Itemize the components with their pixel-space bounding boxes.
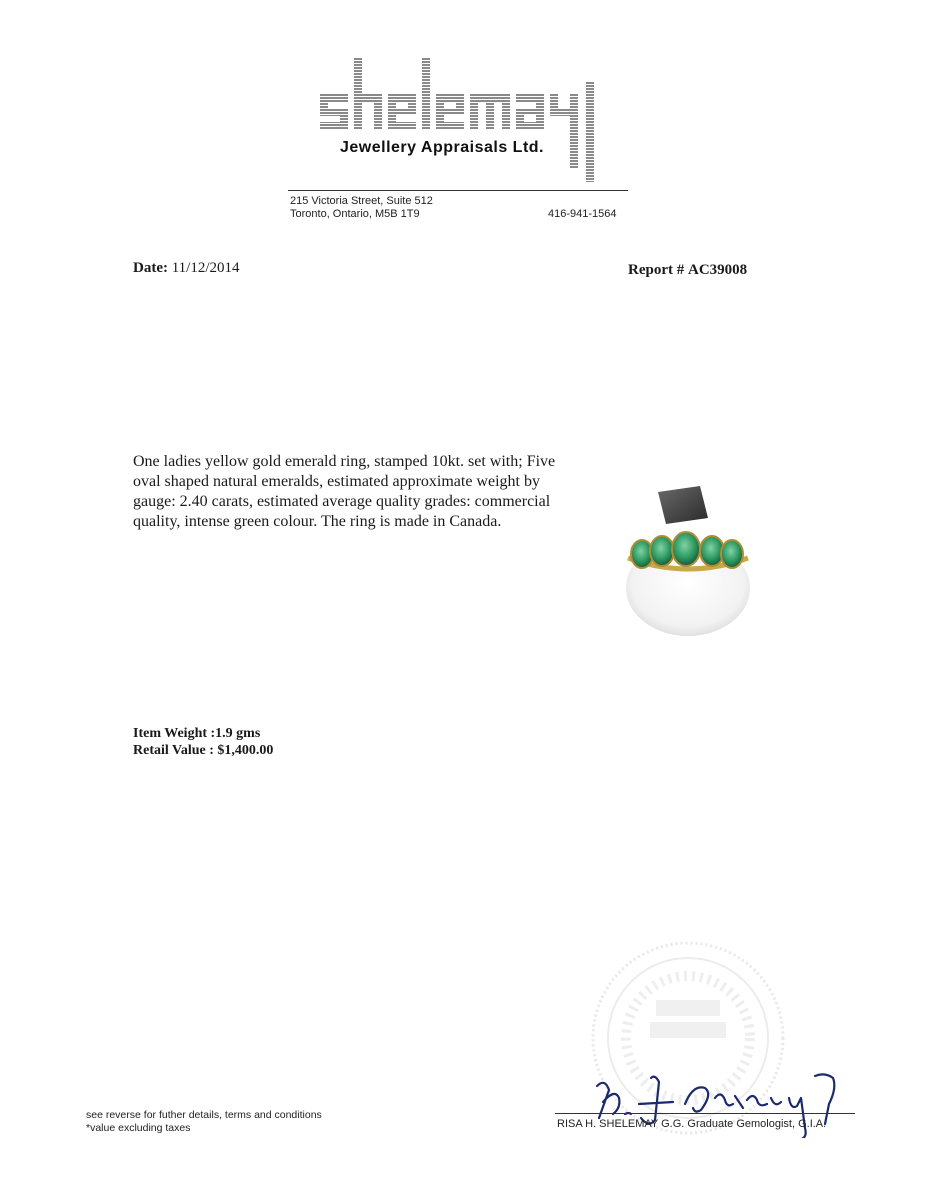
- report-value: AC39008: [688, 262, 748, 278]
- date-label: Date:: [133, 260, 168, 276]
- appraiser-name: RISA H. SHELEMAY G.G. Graduate Gemologist, G.I.A.: [557, 1118, 827, 1130]
- phone-number: 416-941-1564: [548, 208, 617, 220]
- company-logo: [310, 52, 610, 187]
- date-value: 11/12/2014: [171, 260, 240, 276]
- date-field: [133, 260, 240, 277]
- signature-line: [555, 1113, 855, 1114]
- retail-value: Retail Value : $1,400.00: [133, 743, 274, 758]
- address-line-1: 215 Victoria Street, Suite 512: [290, 195, 433, 207]
- footer-terms-note: see reverse for futher details, terms and conditions: [86, 1109, 322, 1121]
- header-divider: [288, 190, 628, 191]
- footer-tax-note: *value excluding taxes: [86, 1122, 191, 1134]
- report-label: Report #: [628, 262, 685, 278]
- report-field: [628, 262, 747, 279]
- ring-photo: [600, 486, 780, 636]
- address-line-2: Toronto, Ontario, M5B 1T9: [290, 208, 420, 220]
- item-description: One ladies yellow gold emerald ring, stamped 10kt. set with; Five oval shaped natural emeralds, estimated approximate weight by gauge: 2.40 carats, estimated average quality grades: commercial quality, intense green colour. The ring is made in Canada.: [133, 453, 556, 530]
- company-name: Jewellery Appraisals Ltd.: [340, 139, 544, 156]
- item-weight: Item Weight :1.9 gms: [133, 726, 261, 741]
